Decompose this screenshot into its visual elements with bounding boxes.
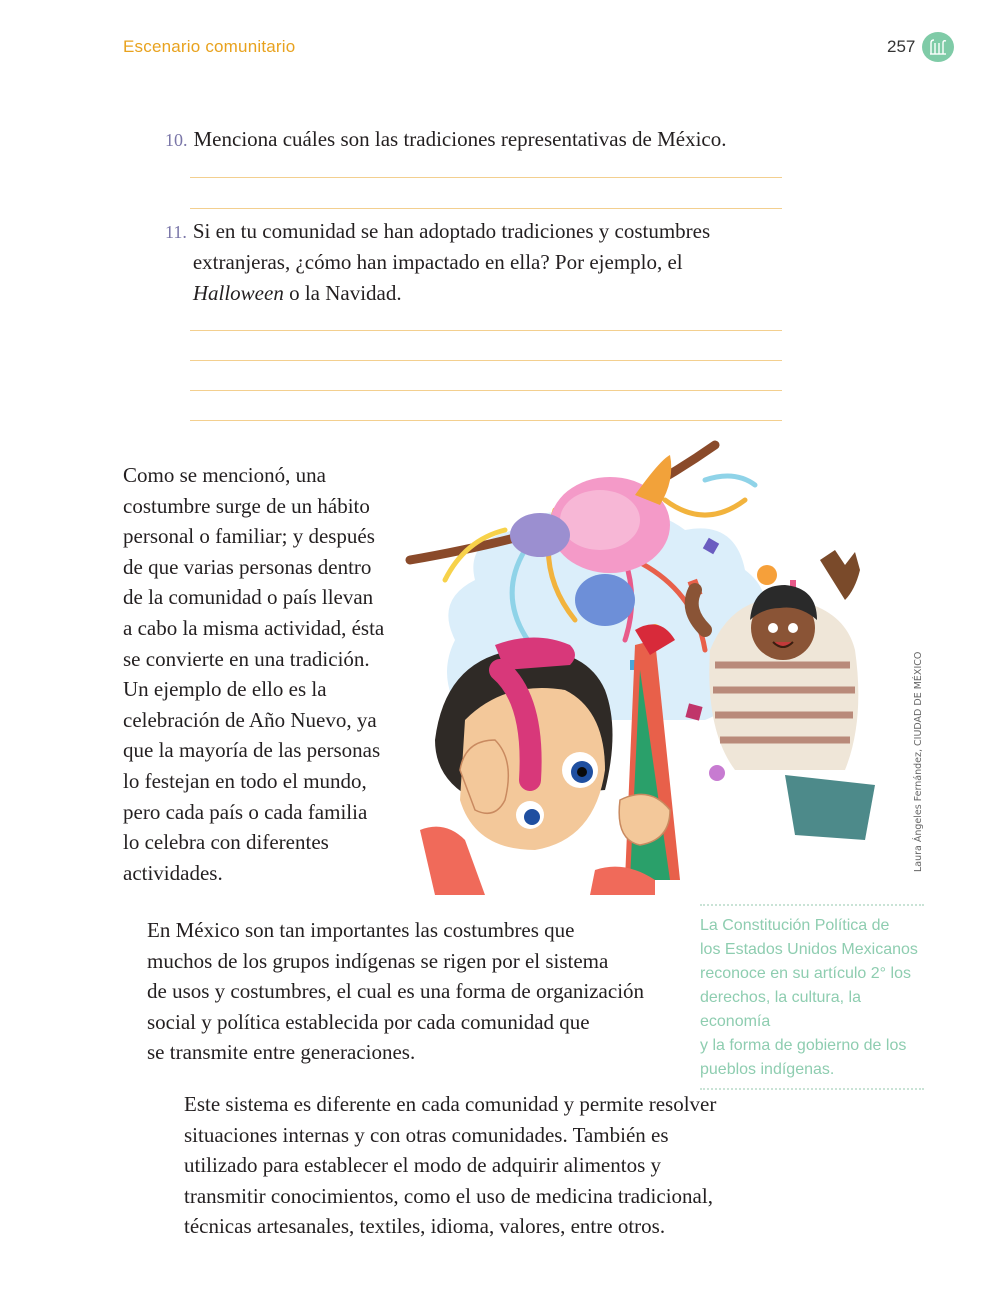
text-line: de que varias personas dentro bbox=[123, 554, 372, 579]
answer-line[interactable] bbox=[190, 420, 782, 421]
pinata-illustration bbox=[405, 440, 875, 895]
intro-paragraph bbox=[123, 460, 413, 888]
text-line: de usos y costumbres, el cual es una forma de organización bbox=[147, 979, 645, 1004]
text-line: personal o familiar; y después bbox=[123, 524, 375, 549]
answer-line[interactable] bbox=[190, 208, 782, 209]
constitution-sidebar-note bbox=[700, 904, 924, 1090]
text-line: social y política establecida por cada comunidad que bbox=[147, 1009, 590, 1034]
answer-line[interactable] bbox=[190, 360, 782, 361]
answer-line[interactable] bbox=[190, 177, 782, 178]
question-number: 10. bbox=[165, 130, 188, 150]
text-line: se transmite entre generaciones. bbox=[147, 1040, 416, 1065]
answer-line[interactable] bbox=[190, 330, 782, 331]
indigenous-customs-paragraph bbox=[147, 915, 687, 1068]
text-line: En México son tan importantes las costumbres que bbox=[147, 918, 575, 942]
text-line: transmitir conocimientos, como el uso de medicina tradicional, bbox=[184, 1183, 713, 1208]
text-line: pero cada país o cada familia bbox=[123, 799, 368, 824]
question-text: Menciona cuáles son las tradiciones representativas de México. bbox=[193, 127, 727, 151]
text-line: actividades. bbox=[123, 860, 223, 885]
note-line: La Constitución Política de bbox=[700, 917, 890, 934]
text-line: que la mayoría de las personas bbox=[123, 738, 381, 763]
system-paragraph bbox=[184, 1089, 764, 1242]
note-line: reconoce en su artículo 2° los bbox=[700, 965, 911, 982]
book-series-icon bbox=[922, 32, 954, 62]
page-number: 257 bbox=[887, 37, 916, 56]
note-line: derechos, la cultura, la economía bbox=[700, 989, 861, 1030]
text-line: situaciones internas y con otras comunidades. También es bbox=[184, 1122, 669, 1147]
text-line: técnicas artesanales, textiles, idioma, valores, entre otros. bbox=[184, 1214, 666, 1239]
text-line: se convierte en una tradición. bbox=[123, 646, 370, 671]
section-title: Escenario comunitario bbox=[123, 37, 296, 56]
text-line: Como se mencionó, una bbox=[123, 463, 326, 487]
question-11 bbox=[165, 216, 753, 309]
note-line: los Estados Unidos Mexicanos bbox=[700, 941, 918, 958]
question-line: o la Navidad. bbox=[283, 281, 402, 305]
text-line: costumbre surge de un hábito bbox=[123, 493, 370, 518]
text-line: a cabo la misma actividad, ésta bbox=[123, 615, 385, 640]
text-line: utilizado para establecer el modo de adquirir alimentos y bbox=[184, 1153, 661, 1178]
text-line: Un ejemplo de ello es la bbox=[123, 677, 327, 702]
text-line: de la comunidad o país llevan bbox=[123, 585, 374, 610]
illustration-credit: Laura Ángeles Fernández, CIUDAD DE MÉXICO bbox=[913, 651, 924, 872]
text-line: muchos de los grupos indígenas se rigen por el sistema bbox=[147, 948, 609, 973]
question-italic-term: Halloween bbox=[192, 281, 284, 305]
question-text bbox=[193, 216, 753, 309]
text-line: Este sistema es diferente en cada comunidad y permite resolver bbox=[184, 1092, 717, 1116]
text-line: lo celebra con diferentes bbox=[123, 830, 329, 855]
answer-line[interactable] bbox=[190, 390, 782, 391]
question-line: extranjeras, ¿cómo han impactado en ella? Por ejemplo, el bbox=[192, 250, 683, 274]
text-line: lo festejan en todo el mundo, bbox=[123, 768, 367, 793]
question-10 bbox=[165, 124, 754, 156]
question-number: 11. bbox=[165, 222, 187, 242]
note-line: y la forma de gobierno de los bbox=[700, 1037, 907, 1054]
question-line: Si en tu comunidad se han adoptado tradiciones y costumbres bbox=[192, 219, 711, 243]
note-line: pueblos indígenas. bbox=[700, 1061, 835, 1078]
text-line: celebración de Año Nuevo, ya bbox=[123, 707, 377, 732]
